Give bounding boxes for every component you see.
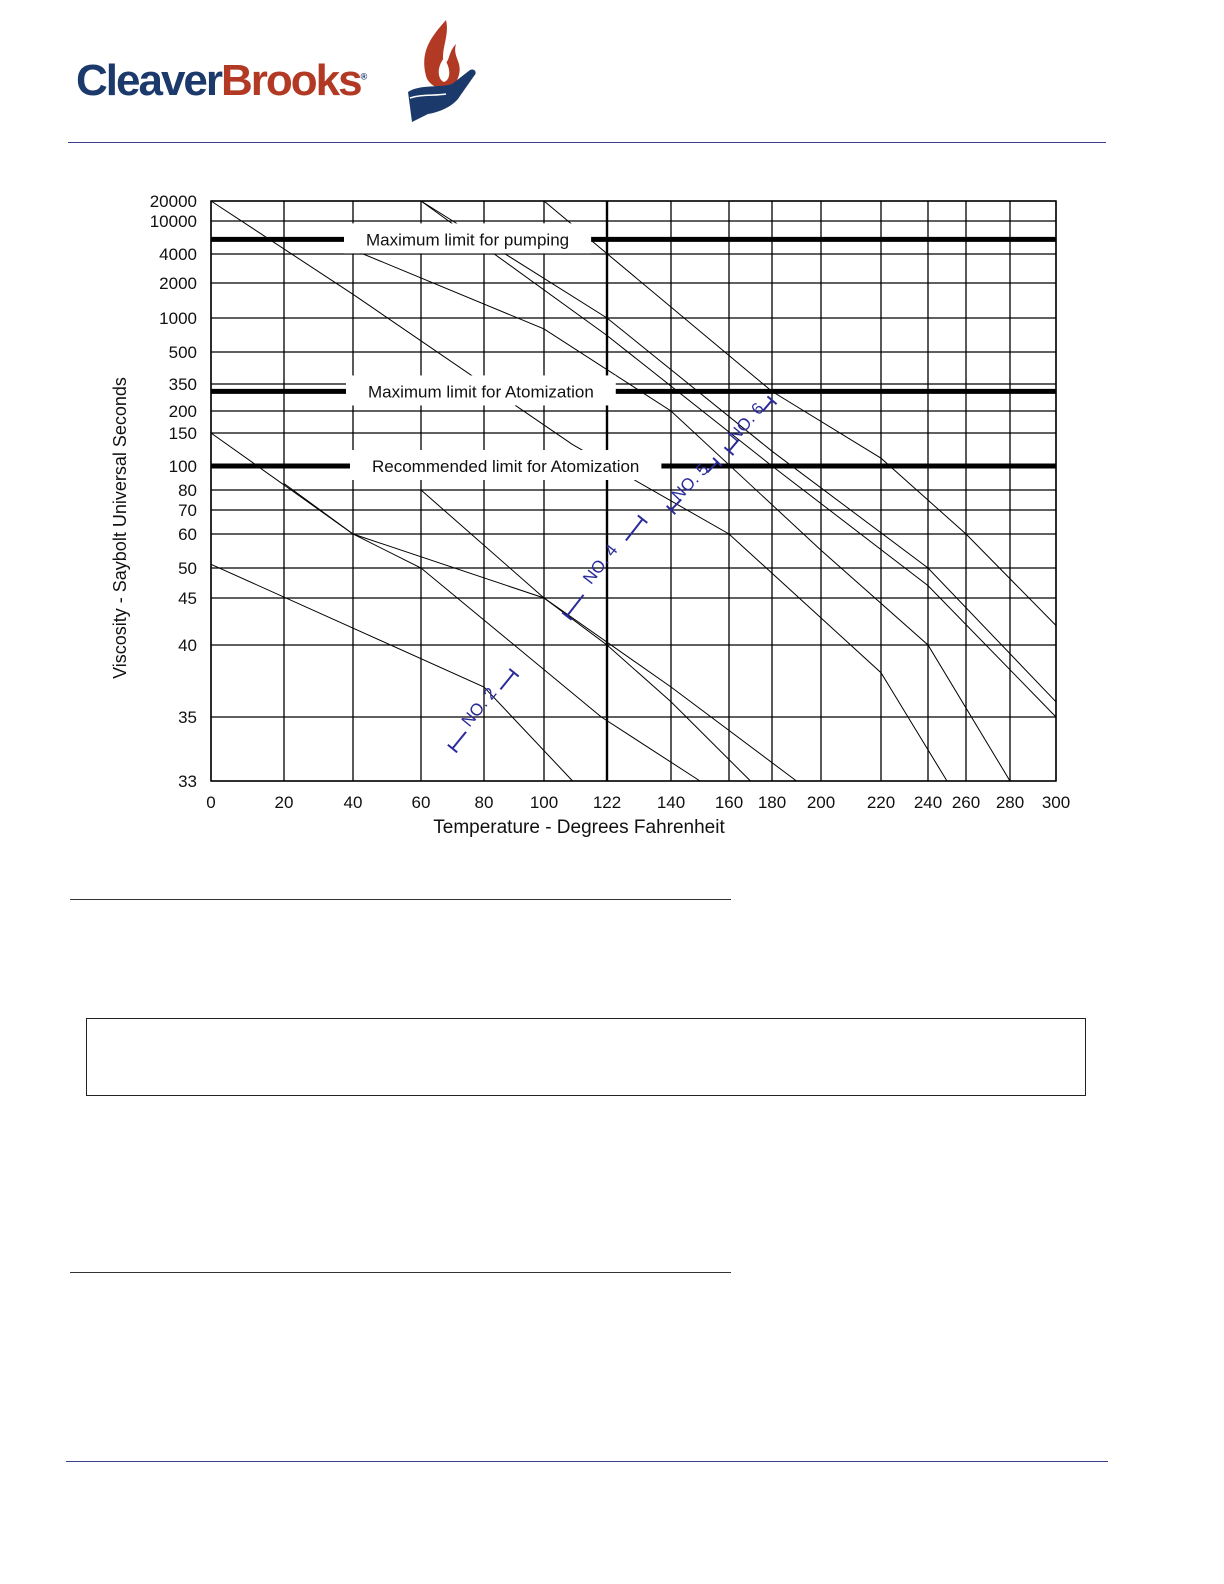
x-tick-label: 140 <box>656 793 686 812</box>
y-axis-label: Viscosity - Saybolt Universal Seconds <box>110 377 130 679</box>
viscosity-temperature-chart <box>100 180 1090 850</box>
y-tick-label: 70 <box>178 501 197 520</box>
grade-range-cap <box>638 515 647 522</box>
y-tick-label: 100 <box>168 457 197 476</box>
note-box <box>86 1018 1086 1096</box>
registered-mark: ® <box>360 71 368 82</box>
y-tick-label: 150 <box>168 424 197 443</box>
y-tick-label: 1000 <box>159 309 197 328</box>
y-tick-label: 50 <box>178 559 197 578</box>
flame-in-hand-icon <box>400 18 480 130</box>
grade-range-label: NO. 5 <box>667 459 713 505</box>
y-tick-labels <box>150 192 197 791</box>
x-tick-label: 160 <box>714 793 744 812</box>
grade-ranges <box>448 396 777 752</box>
x-tick-label: 100 <box>529 793 559 812</box>
x-tick-label: 220 <box>866 793 896 812</box>
header-rule <box>68 142 1106 143</box>
series-line <box>211 433 797 781</box>
series-line <box>284 484 700 782</box>
y-tick-label: 45 <box>178 589 197 608</box>
series-line <box>544 201 1056 626</box>
plot-frame <box>211 201 1056 781</box>
brand-wordmark <box>76 56 367 106</box>
y-tick-label: 10000 <box>149 212 197 231</box>
y-tick-label: 35 <box>178 708 197 727</box>
x-axis-label: Temperature - Degrees Fahrenheit <box>433 817 725 838</box>
brand-name-part1: Cleaver <box>76 56 222 105</box>
x-tick-label: 80 <box>474 793 494 812</box>
y-tick-label: 500 <box>168 343 197 362</box>
series-line <box>211 201 947 781</box>
x-tick-label: 60 <box>411 793 431 812</box>
y-tick-label: 2000 <box>159 274 197 293</box>
series-lines <box>211 201 1056 781</box>
footer-rule <box>66 1461 1108 1462</box>
limit-label: Maximum limit for pumping <box>366 230 570 250</box>
y-tick-label: 60 <box>178 525 197 544</box>
grade-range-line <box>626 519 643 540</box>
series-line <box>353 250 1010 781</box>
limit-label: Recommended limit for Atomization <box>372 457 640 476</box>
x-tick-label: 240 <box>913 793 943 812</box>
y-tick-label: 40 <box>178 636 197 655</box>
grade-range-label: NO. 6 <box>724 399 768 446</box>
x-tick-label: 122 <box>592 793 622 812</box>
y-tick-label: 350 <box>168 375 197 394</box>
y-tick-label: 20000 <box>149 192 197 211</box>
y-tick-label: 33 <box>178 772 197 791</box>
series-line <box>211 564 573 781</box>
limit-label: Maximum limit for Atomization <box>368 382 594 402</box>
grade-range-line <box>453 732 467 749</box>
grade-range-label: NO. 4 <box>579 540 622 588</box>
x-tick-label: 0 <box>206 793 216 812</box>
x-tick-label: 180 <box>757 793 787 812</box>
x-gridlines <box>211 201 1056 781</box>
brand-logo <box>70 18 490 130</box>
grade-range-label: NO. 2 <box>457 683 501 731</box>
x-tick-labels <box>206 793 1070 812</box>
grade-range-line <box>500 673 514 690</box>
brand-name-part2: Brooks <box>221 56 361 105</box>
x-tick-label: 260 <box>951 793 981 812</box>
x-tick-label: 40 <box>343 793 363 812</box>
x-tick-label: 300 <box>1041 793 1071 812</box>
y-tick-label: 80 <box>178 481 197 500</box>
x-tick-label: 280 <box>995 793 1025 812</box>
x-tick-label: 200 <box>806 793 836 812</box>
section-rule <box>70 1272 731 1273</box>
x-tick-label: 20 <box>274 793 294 812</box>
y-gridlines <box>211 201 1056 781</box>
y-tick-label: 200 <box>168 402 197 421</box>
section-rule <box>70 899 731 900</box>
y-tick-label: 4000 <box>159 245 197 264</box>
